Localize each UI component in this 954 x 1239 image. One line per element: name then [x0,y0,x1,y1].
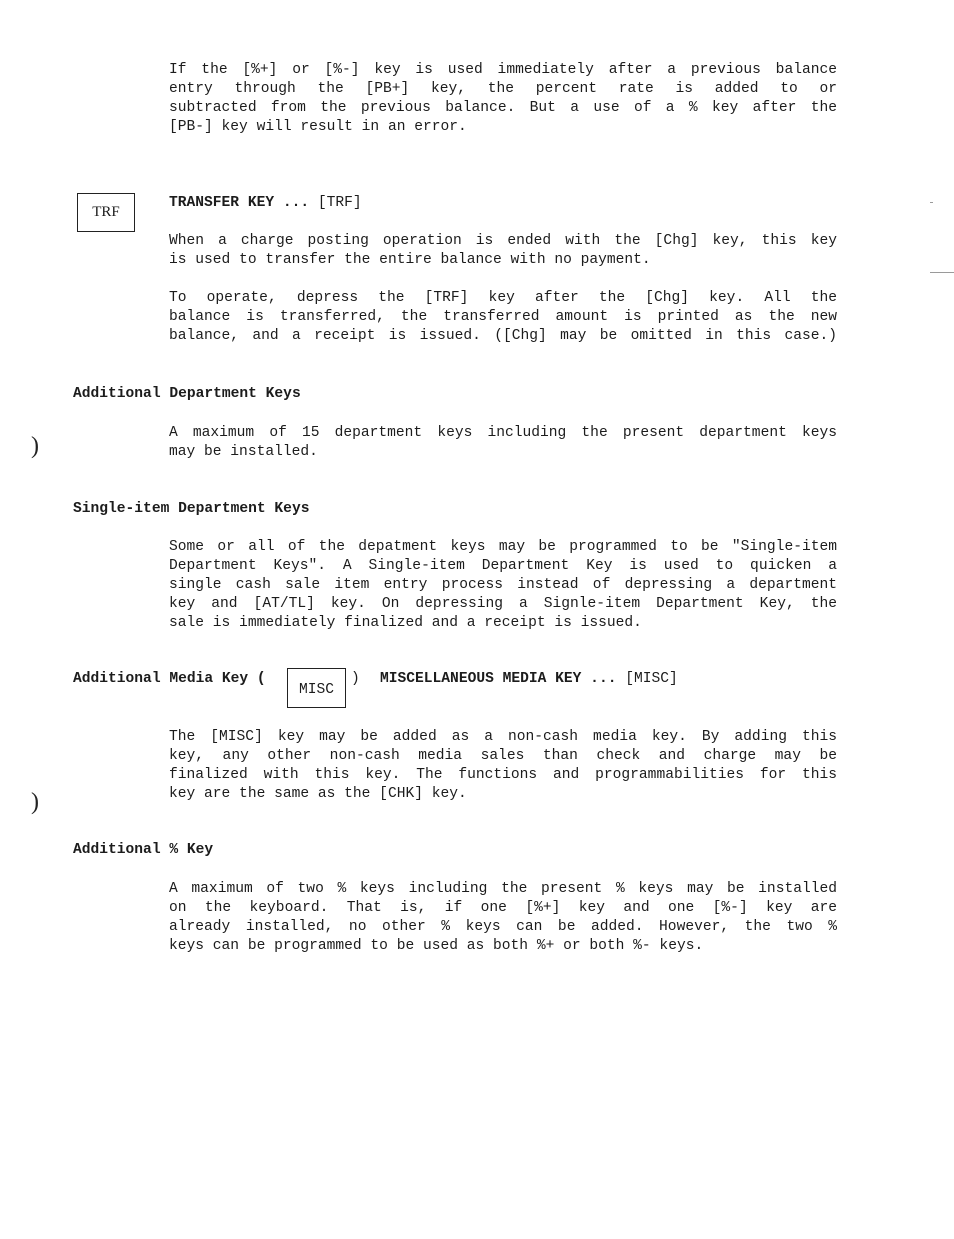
margin-paren: ) [31,433,39,459]
additional-media-heading: Additional Media Key ( [73,671,266,687]
single-item-paragraph [169,538,837,633]
text-line: keys can be programmed to be used as both %+ or both %- keys. [169,938,704,954]
text-line: subtracted from the previous balance. But a use of a % key after the [169,100,837,116]
text-line: sale is immediately finalized and a receipt is issued. [169,615,642,631]
text-line: already installed, no other % keys can be added. However, the two % [169,919,837,935]
misc-key-box [287,668,346,708]
text-line: key are the same as the [CHK] key. [169,786,467,802]
text-line: [PB-] key will result in an error. [169,119,467,135]
media-paragraph [169,728,837,804]
text-line: single cash sale item entry process instead of depressing a department [169,577,837,593]
additional-department-heading: Additional Department Keys [73,386,301,402]
text-line: If the [%+] or [%-] key is used immediately after a previous balance [169,62,837,78]
intro-paragraph [169,61,837,137]
transfer-paragraph-2 [169,289,837,346]
additional-department-paragraph [169,424,837,462]
text-line: A maximum of 15 department keys including the present department keys [169,425,837,441]
misc-key-label: MISC [298,681,335,698]
text-line: The [MISC] key may be added as a non-cash media key. By adding this [169,729,837,745]
text-line: entry through the [PB+] key, the percent rate is added to or [169,81,837,97]
misc-media-key-heading [380,670,678,689]
scan-mark [930,202,933,203]
media-close-paren: ) [351,671,360,687]
transfer-heading-bold: TRANSFER KEY ... [169,195,310,211]
text-line: Some or all of the depatment keys may be programmed to be "Single-item [169,539,837,555]
text-line: balance is transferred, the transferred amount is printed as the new [169,309,837,325]
text-line: on the keyboard. That is, if one [%+] key and one [%-] key are [169,900,837,916]
text-line: key, any other non-cash media sales than check and charge may be [169,748,837,764]
text-line: When a charge posting operation is ended with the [Chg] key, this key [169,233,837,249]
text-line: may be installed. [169,444,318,460]
text-line: key and [AT/TL] key. On depressing a Signle-item Department Key, the [169,596,837,612]
text-line: balance, and a receipt is issued. ([Chg] may be omitted in this case.) [169,328,837,344]
percent-paragraph [169,880,837,956]
additional-percent-heading: Additional % Key [73,842,214,858]
text-line: To operate, depress the [TRF] key after the [Chg] key. All the [169,290,837,306]
text-line: is used to transfer the entire balance with no payment. [169,252,651,268]
text-line: Department Keys". A Single-item Department Key is used to quicken a [169,558,837,574]
misc-heading-key: [MISC] [616,671,678,687]
trf-key-box [77,193,135,232]
text-line: A maximum of two % keys including the present % keys may be installed [169,881,837,897]
margin-paren: ) [31,789,39,815]
transfer-heading-key: [TRF] [309,195,362,211]
single-item-heading: Single-item Department Keys [73,501,310,517]
transfer-paragraph-1 [169,232,837,270]
misc-heading-bold: MISCELLANEOUS MEDIA KEY ... [380,671,617,687]
trf-key-label: TRF [92,204,120,220]
transfer-key-heading [169,194,362,213]
scan-mark [930,272,954,273]
text-line: finalized with this key. The functions and programmabilities for this [169,767,837,783]
